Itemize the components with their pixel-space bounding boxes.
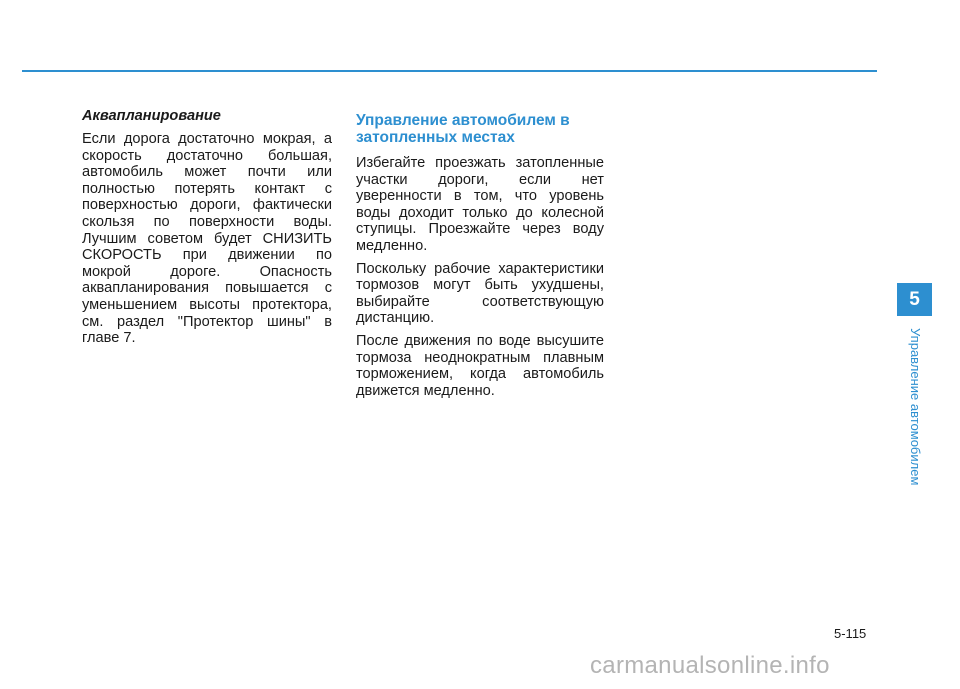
aquaplaning-heading: Аквапланирование: [82, 108, 221, 124]
right-column: [356, 112, 604, 405]
page-number: 5-115: [834, 626, 867, 641]
flooded-paragraph-1: Избегайте проезжать затопленные участки дороги, если нет уверенности в том, что уровень воды доходит только до колесной ступицы. Проезжайте через воду медленно.: [356, 155, 604, 254]
chapter-number-tab: 5: [897, 283, 932, 316]
aquaplaning-paragraph: Если дорога достаточно мокрая, а скорость достаточно большая, автомобиль может почти или полностью потерять контакт с поверхностью дороги, фактически скользя по поверхности воды. Лучшим советом будет СНИЗИТЬ СКОРОСТЬ при движении по мокрой дороге. Опасность аквапланирования повышается с уменьшением высоты протектора, см. раздел "Протектор шины" в главе 7.: [82, 131, 332, 347]
chapter-title-side-label: Управление автомобилем: [908, 328, 923, 486]
watermark-text: carmanualsonline.info: [590, 652, 830, 679]
flooded-areas-heading: Управление автомобилем в затопленных местах: [356, 112, 570, 146]
flooded-paragraph-2: Поскольку рабочие характеристики тормозов могут быть ухудшены, выбирайте соответствующую дистанцию.: [356, 260, 604, 327]
left-column: [82, 107, 332, 353]
header-rule: [22, 70, 877, 72]
flooded-paragraph-3: После движения по воде высушите тормоза неоднократным плавным торможением, когда автомобиль движется медленно.: [356, 332, 604, 399]
